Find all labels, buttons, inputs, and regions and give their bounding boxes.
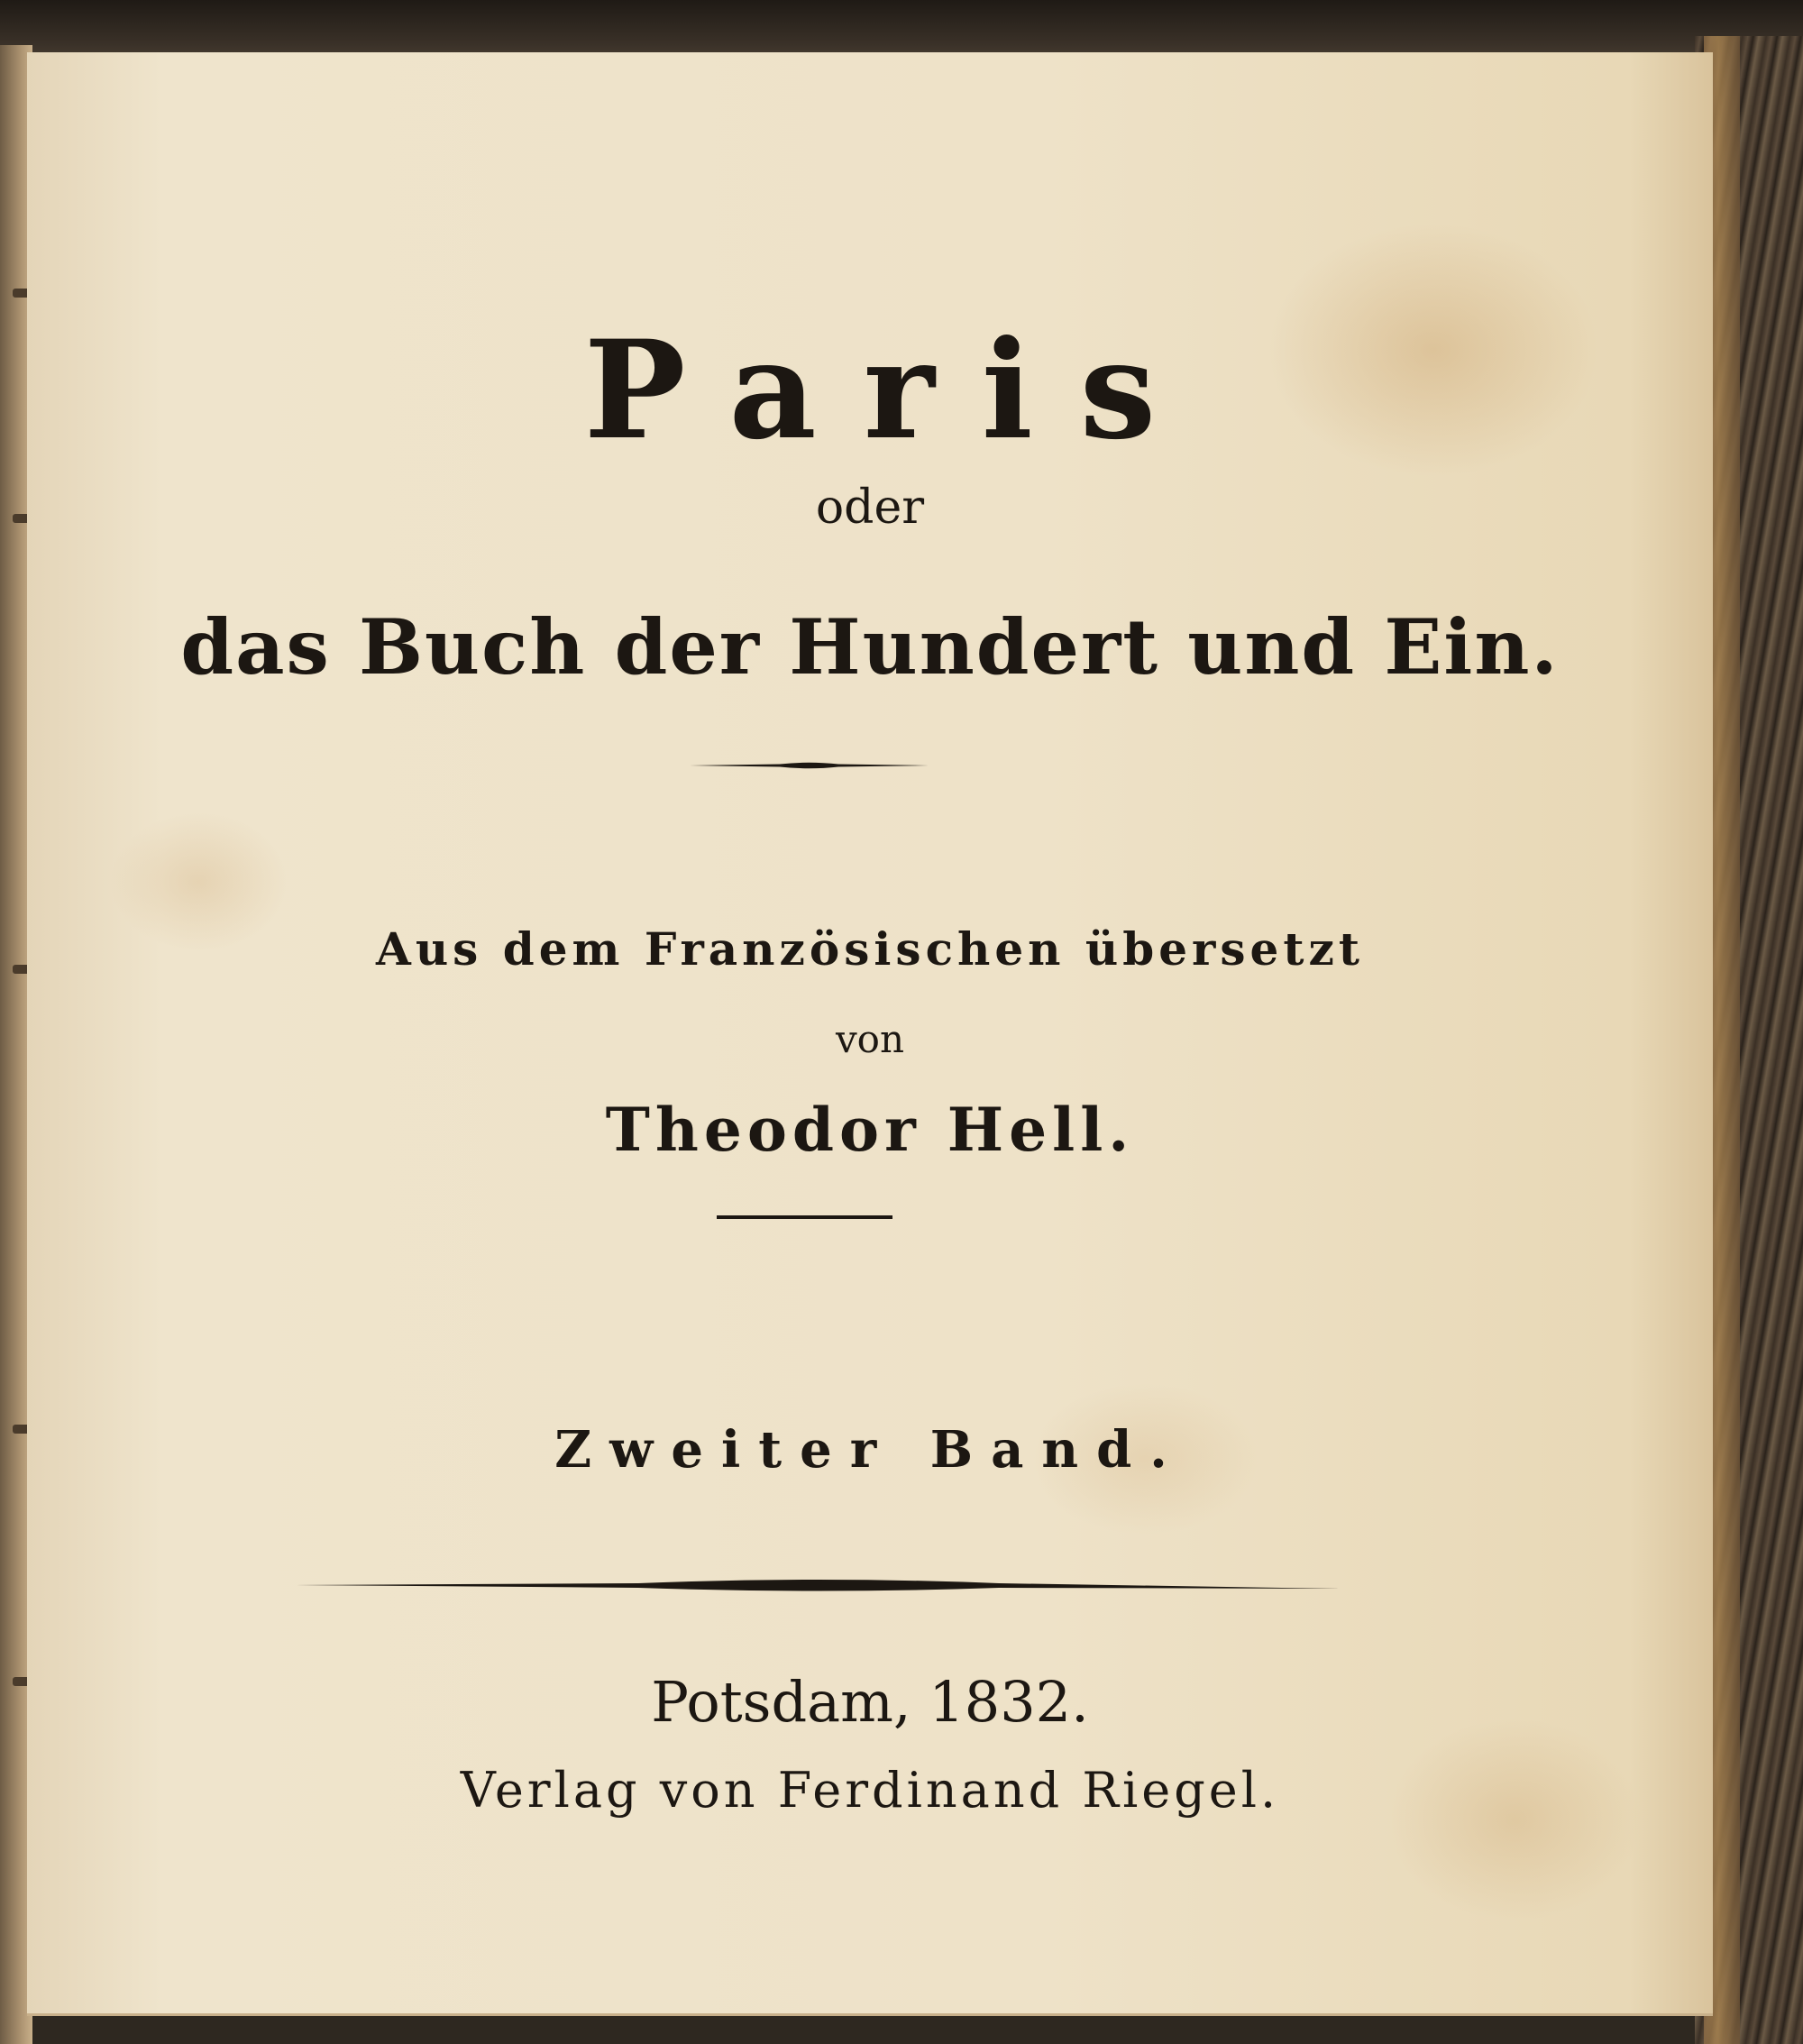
translation-note: Aus dem Französischen übersetzt bbox=[376, 922, 1364, 976]
author-name: Theodor Hell. bbox=[605, 1095, 1135, 1165]
title-connector: oder bbox=[815, 481, 925, 535]
title-page bbox=[27, 52, 1713, 2016]
volume-label: Zweiter Band. bbox=[554, 1420, 1185, 1480]
by-line: von bbox=[835, 1017, 905, 1061]
ornamental-rule bbox=[690, 761, 929, 770]
divider-rule bbox=[717, 1215, 892, 1219]
book-subtitle: das Buch der Hundert und Ein. bbox=[180, 602, 1560, 692]
publisher-line: Verlag von Ferdinand Riegel. bbox=[460, 1762, 1280, 1819]
ornamental-rule-long bbox=[296, 1578, 1341, 1594]
place-and-year: Potsdam, 1832. bbox=[651, 1669, 1089, 1735]
book-title: Paris bbox=[583, 311, 1204, 470]
